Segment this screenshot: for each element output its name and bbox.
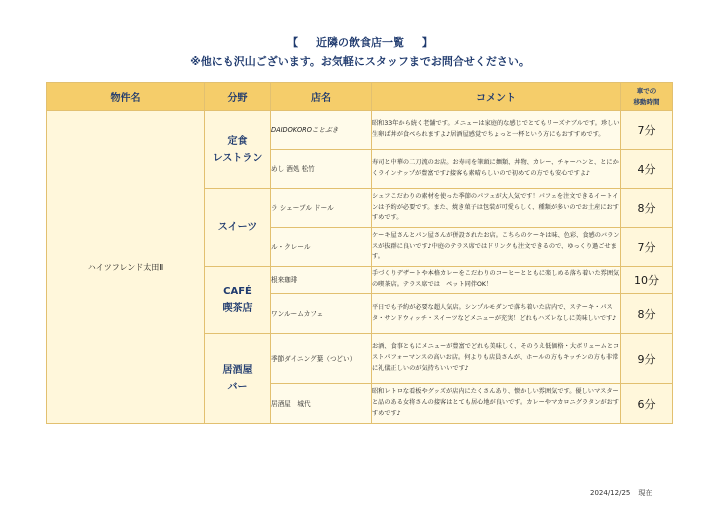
header-comment: コメント [372, 83, 621, 111]
travel-time: 10分 [621, 267, 673, 294]
footer-date [590, 488, 660, 498]
shop-comment: シェフこだわりの素材を使った季節のパフェが大人気です！パフェを注文できるイートインは予約が必要です。また、焼き菓子は包装が可愛らしく、種類が多いのでお土産におすすめです。 [372, 189, 621, 228]
shop-name: ワンルームカフェ [271, 294, 372, 334]
restaurant-table [46, 82, 673, 424]
travel-time: 8分 [621, 294, 673, 334]
shop-comment: 昭和33年から続く老舗です。メニューは家庭的な感じでとてもリーズナブルです。珍しい生卵ぱ丼が食べられますよ♪居酒屋感覚でちょっと一杯という方にもおすすめです。 [372, 111, 621, 150]
page-title [0, 34, 720, 50]
category-line2: 喫茶店 [222, 303, 253, 314]
travel-time: 6分 [621, 384, 673, 424]
header-move-line2: 移動時間 [633, 97, 660, 106]
category-izakaya [205, 334, 271, 424]
travel-time: 4分 [621, 150, 673, 189]
category-cafe [205, 267, 271, 334]
travel-time: 7分 [621, 228, 673, 267]
travel-time: 7分 [621, 111, 673, 150]
header-property: 物件名 [47, 83, 205, 111]
table-row [47, 111, 673, 150]
travel-time: 8分 [621, 189, 673, 228]
header-field: 分野 [205, 83, 271, 111]
shop-name: ラ シェーブル ドール [271, 189, 372, 228]
title-close-bracket: 】 [421, 36, 433, 49]
category-line1: CAFÉ [223, 286, 252, 297]
category-line1: 居酒屋 [222, 364, 253, 376]
category-line2: バー [227, 381, 248, 393]
shop-comment: 昭和レトロな看板やグッズが店内にたくさんあり、懐かしい雰囲気です。優しいマスターと品のある女将さんの接客はとても居心地が良いです。カレーやマカロニグラタンがおすすめです♪ [372, 384, 621, 424]
category-line1: スイーツ [217, 222, 258, 233]
shop-comment: 手づくりデザートや本格カレーをこだわりのコーヒーとともに楽しめる落ち着いた雰囲気の喫茶店。テラス席では ペット同伴OK！ [372, 267, 621, 294]
page-subtitle: ※他にも沢山ございます。お気軽にスタッフまでお問合せください。 [190, 55, 530, 68]
shop-name: 季節ダイニング葉（つどい） [271, 334, 372, 384]
property-name: ハイツフレンド太田Ⅱ [47, 111, 205, 424]
shop-name: ル・クレール [271, 228, 372, 267]
header-shop: 店名 [271, 83, 372, 111]
category-teishoku [205, 111, 271, 189]
title-text: 近隣の飲食店一覧 [316, 36, 404, 49]
shop-comment: 寿司と中華の二刀流のお店。お寿司を筆頭に麺類、丼物、カレー、チャーハンと、とにかくラインナップが豊富です♪接客も素晴らしいので初めての方でも安心ですよ♪ [372, 150, 621, 189]
shop-name: めし 酒処 松竹 [271, 150, 372, 189]
shop-name: DAIDOKOROことぶき [271, 111, 372, 150]
category-line2: レストラン [212, 152, 263, 164]
shop-comment: 平日でも予約が必要な超人気店。シンプルモダンで落ち着いた店内で、ステーキ・パスタ・サンドウィッチ・スイーツなどメニューが充実！どれもハズレなしに美味しいです♪ [372, 294, 621, 334]
footer-date-value: 2024/12/25 [590, 489, 631, 497]
header-move-line1: 車での [636, 86, 657, 95]
shop-comment: ケーキ屋さんとパン屋さんが併設されたお店。こちらのケーキは味、色彩、食感のバランスが抜群に良いです♪中庭のテラス席ではドリンクも注文できるので、ゆっくり過ごせます。 [372, 228, 621, 267]
header-move-time [621, 83, 673, 111]
shop-name: 居酒屋 城代 [271, 384, 372, 424]
shop-name: 根来珈琲 [271, 267, 372, 294]
travel-time: 9分 [621, 334, 673, 384]
footer-date-suffix: 現在 [638, 489, 653, 497]
title-open-bracket: 【 [287, 36, 299, 49]
category-sweets [205, 189, 271, 267]
header-row [47, 83, 673, 111]
category-line1: 定食 [227, 135, 248, 147]
shop-comment: お酒、食事ともにメニューが豊富でどれも美味しく、そのうえ低価格・大ボリュームとコストパフォーマンスの高いお店。何よりも店員さんが、ホールの方もキッチンの方も非常に礼儀正しいのが気持ちいいです♪ [372, 334, 621, 384]
